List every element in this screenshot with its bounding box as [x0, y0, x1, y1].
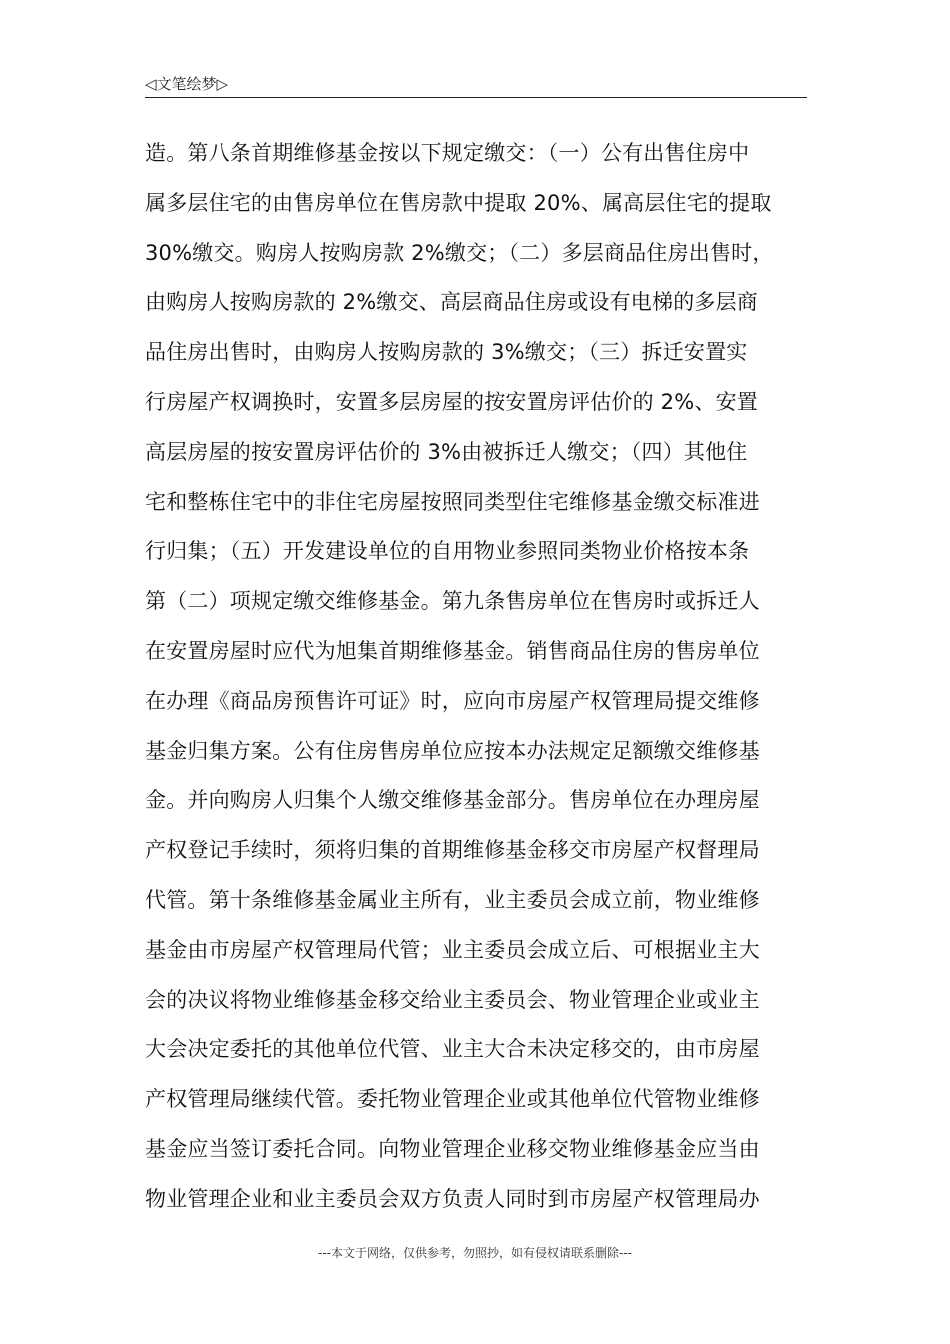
text-line: 行归集；（五）开发建设单位的自用物业参照同类物业价格按本条 [145, 539, 750, 564]
text-line: 30%缴交。购房人按购房款 2%缴交；（二）多层商品住房出售时， [145, 240, 774, 265]
text-line: 品住房出售时，由购房人按购房款的 3%缴交；（三）拆迁安置实 [145, 340, 748, 365]
page-header: ◁文笔绘梦▷ [145, 75, 229, 93]
header-divider [145, 97, 807, 98]
text-line: 基金应当签订委托合同。向物业管理企业移交物业维修基金应当由 [145, 1136, 760, 1161]
text-line: 金。并向购房人归集个人缴交维修基金部分。售房单位在办理房屋 [145, 788, 760, 813]
text-line: 造。第八条首期维修基金按以下规定缴交：（一）公有出售住房中 [145, 141, 750, 165]
text-line: 代管。第十条维修基金属业主所有，业主委员会成立前，物业维修 [145, 887, 760, 912]
body-text [145, 129, 845, 1225]
text-line: 行房屋产权调换时，安置多层房屋的按安置房评估价的 2%、安置 [145, 389, 758, 414]
text-line: 宅和整栋住宅中的非住宅房屋按照同类型住宅维修基金缴交标准进 [145, 489, 760, 514]
text-line: 物业管理企业和业主委员会双方负责人同时到市房屋产权管理局办 [145, 1186, 760, 1211]
text-line: 产权登记手续时，须将归集的首期维修基金移交市房屋产权督理局 [145, 838, 760, 863]
text-line: 在办理《商品房预售许可证》时，应向市房屋产权管理局提交维修 [145, 688, 760, 713]
text-line: 会的决议将物业维修基金移交给业主委员会、物业管理企业或业主 [145, 987, 760, 1012]
text-line: 基金由市房屋产权管理局代管；业主委员会成立后、可根据业主大 [145, 937, 760, 962]
text-line: 大会决定委托的其他单位代管、业主大合未决定移交的，由市房屋 [145, 1037, 760, 1062]
text-line: 在安置房屋时应代为旭集首期维修基金。销售商品住房的售房单位 [145, 638, 760, 663]
text-line: 由购房人按购房款的 2%缴交、高层商品住房或设有电梯的多层商 [145, 290, 758, 315]
text-line: 属多层住宅的由售房单位在售房款中提取 20%、属高层住宅的提取 [145, 190, 772, 215]
text-line: 产权管理局继续代管。委托物业管理企业或其他单位代管物业维修 [145, 1087, 760, 1112]
text-line: 高层房屋的按安置房评估价的 3%由被拆迁人缴交；（四）其他住 [145, 439, 748, 464]
text-line: 第（二）项规定缴交维修基金。第九条售房单位在售房时或拆迁人 [145, 589, 760, 614]
text-line: 基金归集方案。公有住房售房单位应按本办法规定足额缴交维修基 [145, 738, 760, 763]
page-footer: ---本文于网络，仅供参考，勿照抄，如有侵权请联系删除--- [318, 1246, 632, 1260]
